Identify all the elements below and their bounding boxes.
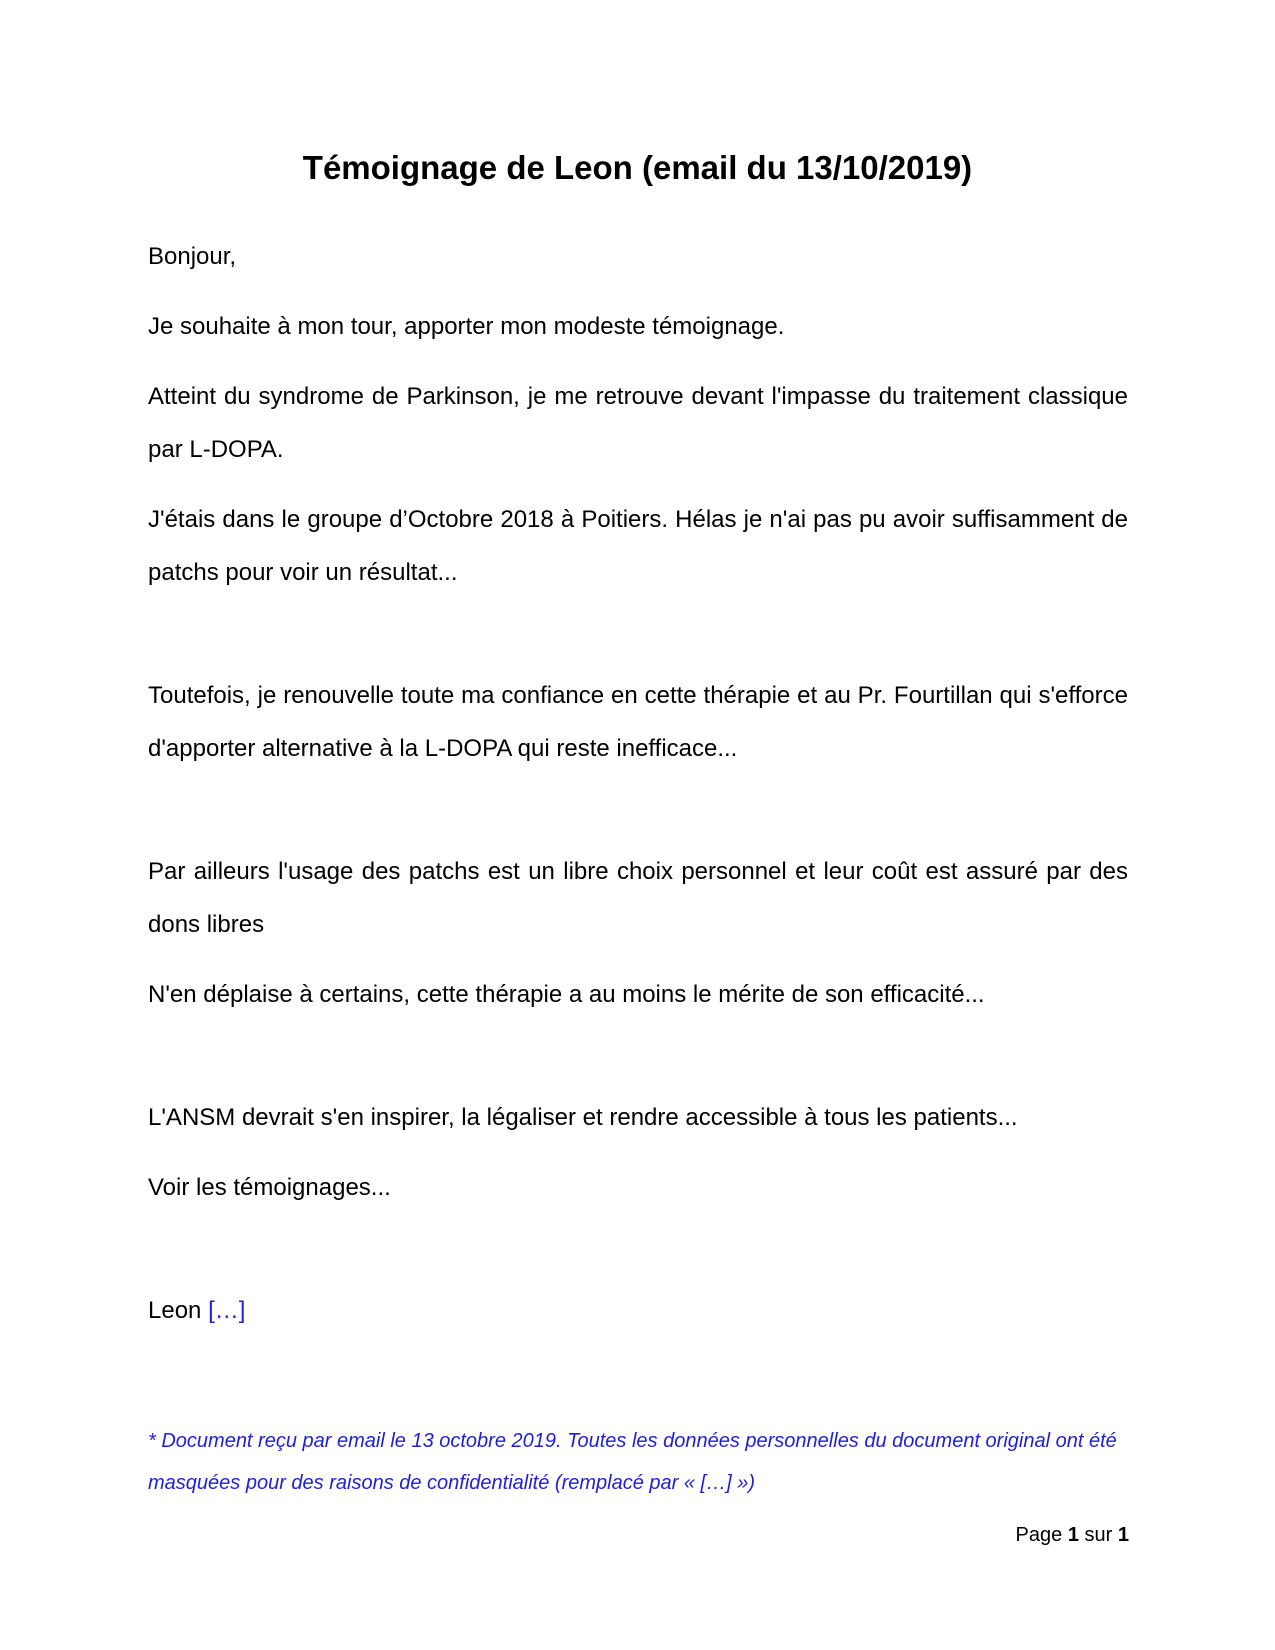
paragraph-confidence: Toutefois, je renouvelle toute ma confiance en cette thérapie et au Pr. Fourtillan qui s'efforce d'apporter alternative à la L-DOPA qui reste inefficace... xyxy=(148,682,1128,762)
blank-line xyxy=(148,599,1128,669)
signature xyxy=(148,1284,1128,1337)
confidentiality-note: * Document reçu par email le 13 octobre 2019. Toutes les données personnelles du document original ont été masquées pour des raisons de confidentialité (remplacé par « […] ») xyxy=(148,1430,1117,1494)
page-footer xyxy=(1016,1520,1129,1550)
paragraph-condition: Atteint du syndrome de Parkinson, je me retrouve devant l'impasse du traitement classique par L-DOPA. xyxy=(148,383,1128,463)
document-body xyxy=(148,230,1128,1354)
paragraph-group: J'étais dans le groupe d’Octobre 2018 à Poitiers. Hélas je n'ai pas pu avoir suffisamment de patchs pour voir un résultat... xyxy=(148,506,1128,586)
blank-line xyxy=(148,1021,1128,1091)
blank-line xyxy=(148,1214,1128,1284)
document-title: Témoignage de Leon (email du 13/10/2019) xyxy=(302,149,973,186)
paragraph-see-testimonies: Voir les témoignages... xyxy=(148,1174,391,1201)
of-label: sur xyxy=(1084,1524,1113,1546)
paragraph-ansm: L'ANSM devrait s'en inspirer, la légaliser et rendre accessible à tous les patients... xyxy=(148,1104,1018,1131)
page-label: Page xyxy=(1015,1524,1063,1546)
signature-name: Leon xyxy=(148,1297,202,1324)
paragraph-intro: Je souhaite à mon tour, apporter mon modeste témoignage. xyxy=(148,313,785,340)
paragraph-patch-usage: Par ailleurs l'usage des patchs est un libre choix personnel et leur coût est assuré par des dons libres xyxy=(148,858,1128,938)
page-total: 1 xyxy=(1117,1524,1129,1546)
page-number: 1 xyxy=(1067,1524,1079,1546)
paragraph-efficacy: N'en déplaise à certains, cette thérapie a au moins le mérite de son efficacité... xyxy=(148,981,985,1008)
blank-line xyxy=(148,775,1128,845)
paragraph-greeting: Bonjour, xyxy=(148,243,237,270)
redacted-marker: […] xyxy=(208,1297,246,1324)
